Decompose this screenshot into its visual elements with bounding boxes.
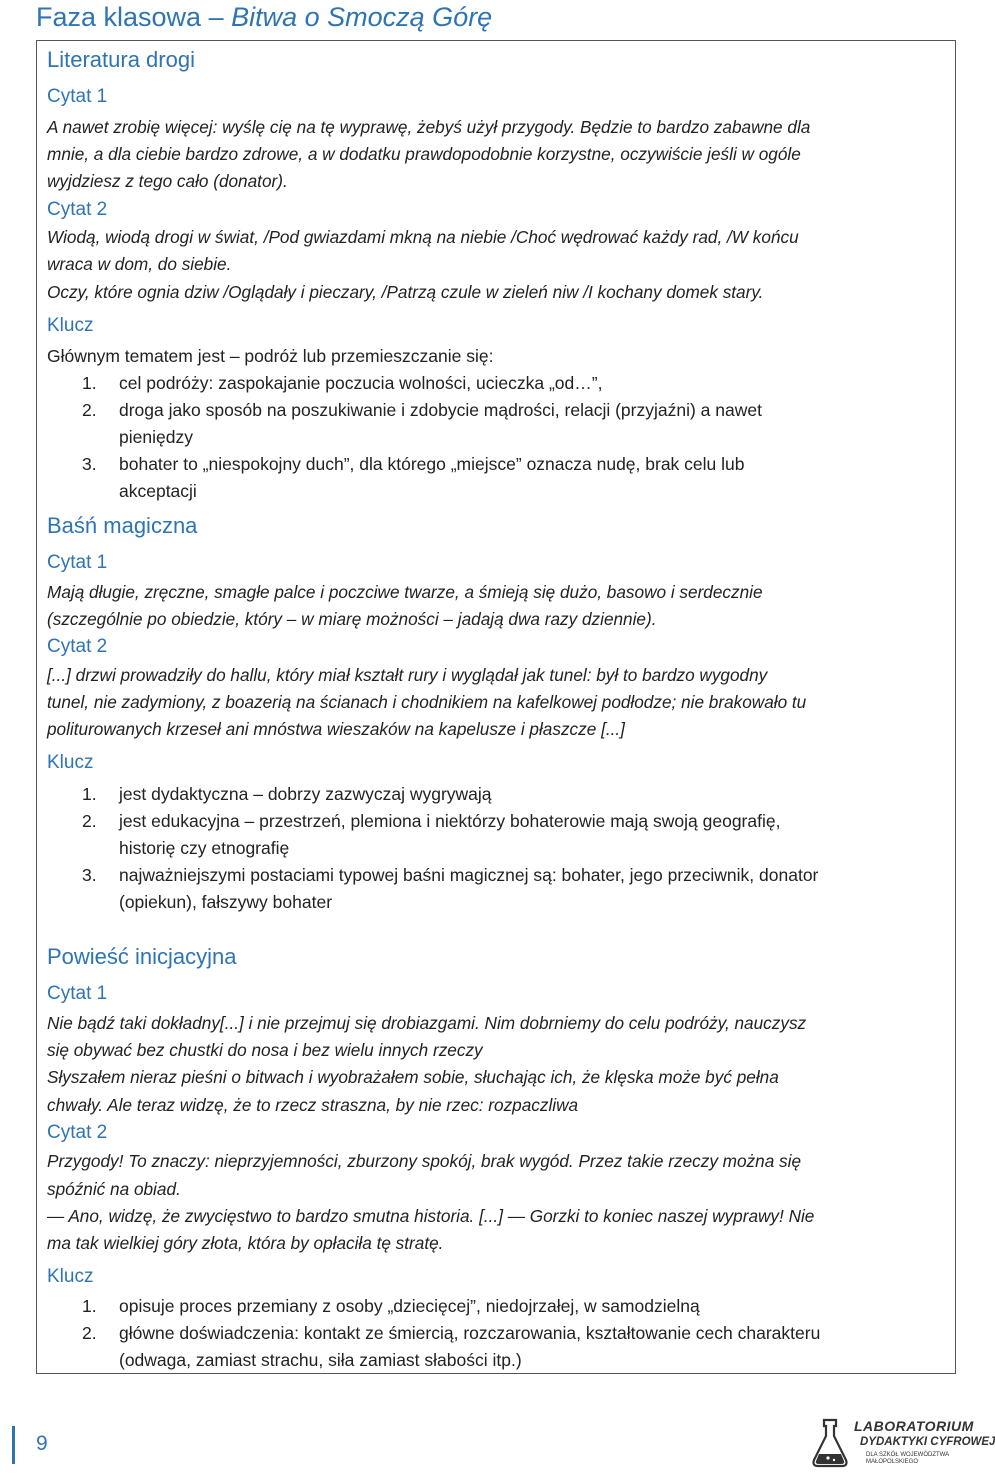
quote-label: Cytat 1 [47,983,108,1004]
quote-line: Wiodą, wiodą drogi w świat, /Pod gwiazdami mkną na niebie /Choć wędrować każdy rad, /W końcu [47,227,799,247]
quote-line: wraca w dom, do siebie. [47,254,232,274]
logo-line1: LABORATORIUM [854,1418,974,1434]
logo-line3b: MAŁOPOLSKIEGO [866,1459,919,1465]
list-number: 1. [82,1296,97,1316]
quote-line: tunel, nie zadymiony, z boazerią na ścianach i chodnikiem na kafelkowej podłodze; nie brakowało tu [47,692,807,712]
key-label: Klucz [47,752,94,773]
logo-line3a: DLA SZKÓŁ WOJEWÓDZTWA [866,1452,950,1458]
list-number: 3. [82,454,97,474]
section-heading: Powieść inicjacyjna [47,944,237,969]
list-number: 1. [82,784,97,804]
list-item: pieniędzy [119,427,193,447]
list-item: droga jako sposób na poszukiwanie i zdobycie mądrości, relacji (przyjaźni) a nawet [119,400,762,420]
quote-line: [...] drzwi prowadziły do hallu, który miał kształt rury i wyglądał jak tunel: był to bardzo wygodny [47,665,768,685]
quote-line: chwały. Ale teraz widzę, że to rzecz straszna, by nie rzec: rozpaczliwa [47,1095,579,1115]
list-item: akceptacji [119,481,197,501]
page-title-italic: Bitwa o Smoczą Górę [231,2,493,32]
quote-line: — Ano, widzę, że zwycięstwo to bardzo smutna historia. [...] — Gorzki to koniec naszej wyprawy! Nie [47,1206,815,1226]
key-intro: Głównym tematem jest – podróż lub przemieszczanie się: [47,346,494,366]
quote-line: politurowanych krzeseł ani mnóstwa wieszaków na kapelusze i płaszcze [...] [47,719,625,739]
quote-line: Oczy, które ognia dziw /Oglądały i pieczary, /Patrzą czule w zieleń niw /I kochany domek stary. [47,282,764,302]
quote-line: spóźnić na obiad. [47,1179,181,1199]
quote-line: Mają długie, zręczne, smagłe palce i poczciwe twarze, a śmieją się dużo, basowo i serdecznie [47,582,763,602]
list-number: 3. [82,865,97,885]
quote-line: mnie, a dla ciebie bardzo zdrowe, a w dodatku prawdopodobnie korzystne, oczywiście jeśli w ogóle [47,144,801,164]
quote-label: Cytat 1 [47,86,108,107]
list-item: historię czy etnografię [119,838,290,858]
list-item: jest edukacyjna – przestrzeń, plemiona i niektórzy bohaterowie mają swoją geografię, [119,811,781,831]
quote-line: Nie bądź taki dokładny[...] i nie przejmuj się drobiazgami. Nim dobrniemy do celu podróży, nauczysz [47,1013,807,1033]
section-heading: Baśń magiczna [47,513,198,538]
page-title [36,2,492,33]
quote-line: ma tak wielkiej góry złota, która by opłaciła tę stratę. [47,1233,444,1253]
quote-line: się obywać bez chustki do nosa i bez wielu innych rzeczy [47,1040,483,1060]
section-heading: Literatura drogi [47,47,195,72]
laboratorium-flask-icon [808,1414,852,1470]
quote-label: Cytat 2 [47,636,108,657]
key-label: Klucz [47,315,94,336]
logo-line3 [866,1452,949,1466]
laboratorium-logo [808,1414,995,1470]
list-item: cel podróży: zaspokajanie poczucia wolności, ucieczka „od…”, [119,373,603,393]
list-item: główne doświadczenia: kontakt ze śmiercią, rozczarowania, kształtowanie cech charakteru [119,1323,821,1343]
key-label: Klucz [47,1266,94,1287]
quote-label: Cytat 2 [47,1122,108,1143]
quote-label: Cytat 1 [47,552,108,573]
list-item: (opiekun), fałszywy bohater [119,892,333,912]
quote-line: A nawet zrobię więcej: wyślę cię na tę wyprawę, żebyś użył przygody. Będzie to bardzo zabawne dla [47,117,811,137]
list-number: 2. [82,811,97,831]
quote-line: Przygody! To znaczy: nieprzyjemności, zburzony spokój, brak wygód. Przez takie rzeczy można się [47,1151,802,1171]
quote-line: wyjdziesz z tego cało (donator). [47,171,288,191]
list-item: (odwaga, zamiast strachu, siła zamiast słabości itp.) [119,1350,522,1370]
page-number-bar [12,1426,15,1464]
list-number: 1. [82,373,97,393]
list-item: bohater to „niespokojny duch”, dla którego „miejsce” oznacza nudę, brak celu lub [119,454,745,474]
list-item: jest dydaktyczna – dobrzy zazwyczaj wygrywają [119,784,492,804]
logo-line2: DYDAKTYKI CYFROWEJ [860,1436,995,1448]
quote-line: Słyszałem nieraz pieśni o bitwach i wyobrażałem sobie, słuchając ich, że klęska może być pełna [47,1067,779,1087]
list-number: 2. [82,1323,97,1343]
page-number: 9 [36,1432,48,1455]
list-number: 2. [82,400,97,420]
page-title-prefix: Faza klasowa – [36,2,232,32]
quote-label: Cytat 2 [47,199,108,220]
list-item: najważniejszymi postaciami typowej baśni magicznej są: bohater, jego przeciwnik, donator [119,865,819,885]
list-item: opisuje proces przemiany z osoby „dziecięcej”, niedojrzałej, w samodzielną [119,1296,700,1316]
quote-line: (szczególnie po obiedzie, który – w miarę możności – jadają dwa razy dziennie). [47,609,657,629]
